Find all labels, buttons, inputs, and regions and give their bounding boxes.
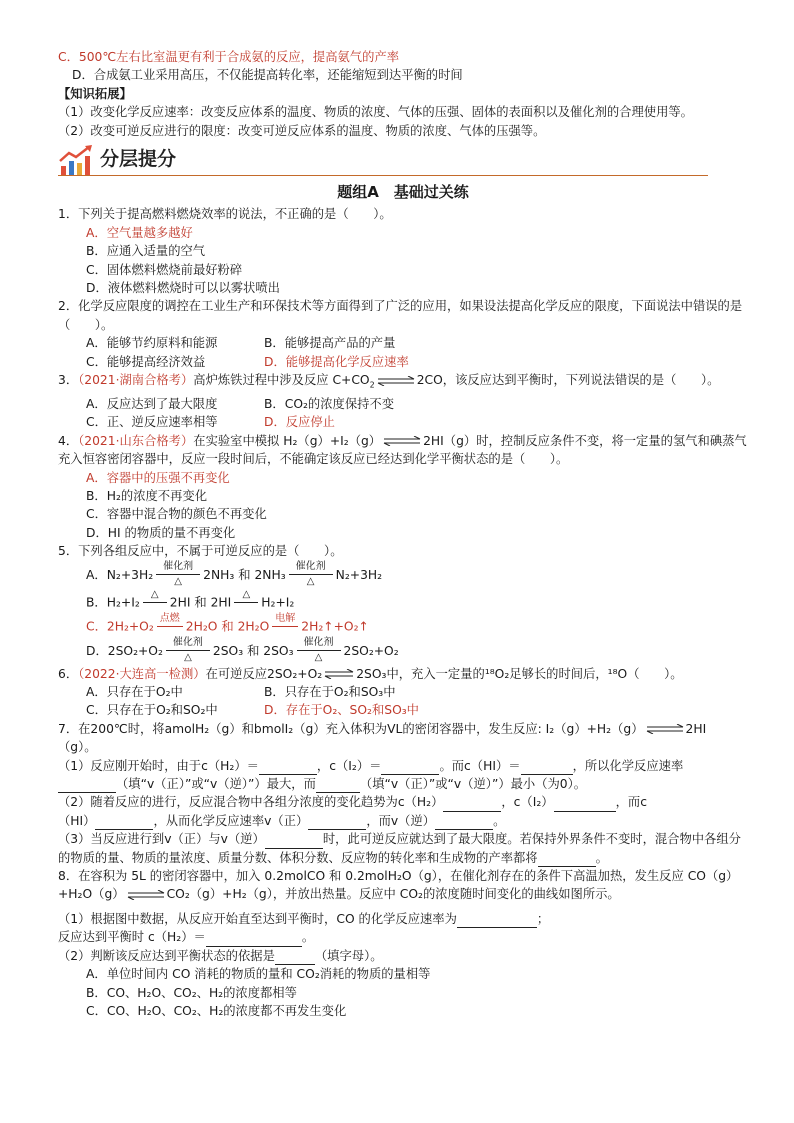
q7-stem-pre: 7．在200℃时，将amolH₂（g）和bmolI₂（g）充入体积为VL的密闭容器中，发生反应: I₂（g）+H₂（g） [58, 721, 644, 736]
answer-blank[interactable] [265, 834, 323, 849]
q5-a-part3: N₂+3H₂ [335, 567, 383, 582]
answer-blank[interactable] [316, 778, 360, 793]
section-rule [58, 175, 708, 176]
q8-stem: 8．在容积为 5L 的密闭容器中，加入 0.2molCO 和 0.2molH₂O（g），在催化剂存在的条件下高温加热，发生反应 CO（g）+H₂O（g） CO₂（g）+H₂（g），并放出热量。反应中 CO₂的浓度随时间变化的曲线如图所示。 [58, 869, 739, 902]
q6-option-a: A．只存在于O₂中 [86, 685, 183, 700]
answer-blank[interactable] [275, 950, 315, 965]
section-header [58, 144, 748, 180]
q3-number: 3． [58, 373, 79, 388]
q6-option-b: B．只存在于O₂和SO₃中 [264, 685, 396, 700]
q1-option-c: C．固体燃料燃烧前最好粉碎 [86, 262, 243, 277]
q3-option-a: A．反应达到了最大限度 [86, 396, 218, 411]
q5-d-part1: D．2SO₂+O₂ [86, 643, 163, 658]
q4-source: （2021·山东合格考） [78, 433, 194, 448]
q3-stem: 3．（2021·湖南合格考）高炉炼铁过程中涉及反应 $C+CO_2$ 2CO，该反应达到平衡时，下列说法错误的是（ ）。 [58, 373, 720, 390]
q5-option-d [58, 637, 748, 665]
q8-option-a: A．单位时间内 CO 消耗的物质的量和 CO₂消耗的物质的量相等 [86, 967, 431, 982]
q8-part2: （2）判断该反应达到平衡状态的依据是 （填字母）。 [58, 947, 748, 965]
q3-option-c: C．正、逆反应速率相等 [86, 415, 218, 430]
catalyst-condition: 催化剂 △ [295, 637, 343, 665]
q8-option-c: C．CO、H₂O、CO₂、H₂的浓度都不再发生变化 [86, 1003, 347, 1018]
q4-option-a: A．容器中的压强不再变化 [86, 470, 230, 485]
answer-blank[interactable] [457, 913, 537, 928]
intro-option-d: D．合成氨工业采用高压，不仅能提高转化率，还能缩短到达平衡的时间 [72, 68, 463, 83]
q5-d-part3: 2SO₂+O₂ [343, 643, 399, 658]
knowledge-p1: （1）改变化学反应速率：改变反应体系的温度、物质的浓度、气体的压强、固体的表面积以及催化剂的合理使用等。 [58, 105, 693, 120]
q7-part2-line1: （2）随着反应的进行，反应混合物中各组分浓度的变化趋势为c（H₂） ，c（I₂） ，而c [58, 793, 748, 811]
intro-option-c: C．500℃左右比室温更有利于合成氨的反应，提高氨气的产率 [58, 50, 399, 64]
q6-source: （2022·大连高一检测） [78, 666, 206, 681]
electrolysis-condition: 电解 [270, 613, 300, 641]
q4-option-b: B．H₂的浓度不再变化 [86, 488, 207, 503]
q6-number: 6． [58, 666, 79, 681]
bar-chart-arrow-icon [58, 144, 96, 178]
equilibrium-arrow-icon [127, 890, 165, 900]
q1-option-b: B．应通入适量的空气 [86, 244, 206, 259]
q6-stem-pre: 在可逆反应2SO₂+O₂ [205, 666, 323, 681]
q6-option-d: D．存在于O₂、SO₂和SO₃中 [264, 703, 419, 718]
q7-part3: （3）当反应进行到v（正）与v（逆） 时，此可逆反应就达到了最大限度。若保持外界条件不变时，混合物中各组分的物质的量、物质的量浓度、质量分数、体积分数、反应物的转化率和生成物的产率都将 。 [58, 830, 748, 867]
q5-b-part3: H₂+I₂ [261, 595, 295, 610]
q4-stem [58, 432, 748, 469]
q8-part1-line1: （1）根据图中数据，从反应开始直至达到平衡时，CO 的化学反应速率为 ； [58, 910, 748, 928]
q6-stem [58, 665, 748, 683]
answer-blank[interactable] [554, 797, 616, 812]
answer-blank[interactable] [435, 815, 493, 830]
q5-c-part2: 2H₂O 和 2H₂O [185, 619, 270, 634]
q4-option-d: D．HI 的物质的量不再变化 [86, 525, 236, 540]
q5-d-part2: 2SO₃ 和 2SO₃ [212, 643, 294, 658]
answer-blank[interactable] [521, 760, 573, 775]
q3-source: （2021·湖南合格考） [78, 373, 194, 388]
q4-number: 4． [58, 433, 79, 448]
q3-stem-post: 2CO，该反应达到平衡时，下列说法错误的是（ ）。 [416, 373, 720, 388]
q6-options-row2 [58, 701, 748, 719]
q1-stem: 1．下列关于提高燃料燃烧效率的说法，不正确的是（ ）。 [58, 207, 392, 222]
q5-c-part3: 2H₂↑+O₂↑ [301, 619, 369, 634]
q8-part1-line2: 反应达到平衡时 c（H₂）＝ 。 [58, 928, 748, 946]
q4-option-c: C．容器中混合物的颜色不再变化 [86, 507, 267, 522]
catalyst-condition: 催化剂 △ [164, 637, 212, 665]
q6-stem-post: 2SO₃中，充入一定量的¹⁸O₂足够长的时间后，¹⁸O（ ）。 [356, 666, 683, 681]
q7-part1-line1: （1）反应刚开始时，由于c（H₂）＝ ，c（I₂）＝ 。而c（HI）＝ ，所以化学反应速率 [58, 757, 748, 775]
answer-blank[interactable] [95, 815, 153, 830]
knowledge-heading: 【知识拓展】 [58, 86, 132, 101]
catalyst-condition: 催化剂 △ [154, 561, 202, 589]
q2-option-d: D．能够提高化学反应速率 [264, 354, 409, 369]
answer-blank[interactable] [381, 760, 439, 775]
q5-c-part1: C．2H₂+O₂ [86, 619, 154, 634]
q5-option-b [58, 589, 748, 613]
q7-part2-line2: （HI） ，从而化学反应速率v（正） ，而v（逆） 。 [58, 812, 748, 830]
q5-a-part2: 2NH₃ 和 2NH₃ [203, 567, 286, 582]
q7-stem [58, 720, 748, 738]
answer-blank[interactable] [443, 797, 501, 812]
equilibrium-arrow-icon [383, 436, 421, 446]
q3-option-d: D．反应停止 [264, 415, 335, 430]
q6-options-row1 [58, 683, 748, 701]
q6-option-c: C．只存在于O₂和SO₂中 [86, 703, 218, 718]
q3-options-row1 [58, 395, 748, 413]
document-page [58, 48, 748, 1020]
group-title: 题组A 基础过关练 [337, 183, 469, 202]
equilibrium-arrow-icon [377, 376, 415, 386]
q2-stem: 2．化学反应限度的调控在工业生产和环保技术等方面得到了广泛的应用，如果设法提高化学反应的限度，下面说法中错误的是（ ）。 [58, 299, 743, 332]
equilibrium-arrow-icon [324, 669, 354, 679]
q7-stem-cont: （g）。 [58, 740, 97, 755]
section-title: 分层提分 [100, 148, 177, 171]
heat-condition: △ [232, 589, 260, 617]
q2-option-a: A．能够节约原料和能源 [86, 336, 218, 351]
q3-option-b: B．CO₂的浓度保持不变 [264, 396, 395, 411]
q5-b-part1: B．H₂+I₂ [86, 595, 140, 610]
q1-option-a: A．空气量越多越好 [86, 225, 193, 240]
answer-blank[interactable] [308, 815, 366, 830]
answer-blank[interactable] [259, 760, 317, 775]
q5-b-part2: 2HI 和 2HI [169, 595, 232, 610]
q4-stem-pre: 在实验室中模拟 H₂（g）+I₂（g） [193, 433, 382, 448]
answer-blank[interactable] [206, 932, 302, 947]
knowledge-p2: （2）改变可逆反应进行的限度：改变可逆反应体系的温度、物质的浓度、气体的压强等。 [58, 123, 546, 138]
q2-options-row1 [58, 334, 748, 352]
q3-stem-pre: 高炉炼铁过程中涉及反应 C+CO [193, 373, 370, 388]
answer-blank[interactable] [58, 778, 116, 793]
catalyst-condition: 催化剂 △ [287, 561, 335, 589]
q8-option-b: B．CO、H₂O、CO₂、H₂的浓度都相等 [86, 985, 297, 1000]
q2-option-c: C．能够提高经济效益 [86, 354, 206, 369]
equilibrium-arrow-icon [646, 724, 684, 734]
q5-stem: 5．下列各组反应中，不属于可逆反应的是（ ）。 [58, 544, 343, 559]
q1-option-d: D．液体燃料燃烧时可以以雾状喷出 [86, 281, 280, 296]
heat-condition: △ [141, 589, 169, 617]
q7-stem-post: 2HI [685, 721, 707, 736]
q2-options-row2 [58, 353, 748, 371]
q2-option-b: B．能够提高产品的产量 [264, 336, 396, 351]
q4-stem-post: 2HI（g）时，控制反应条件不变，将一定量的氢气和碘蒸气充入恒容密闭容器中，反应一段时间后，不能确定该反应已经达到化学平衡状态的是（ ）。 [58, 433, 747, 467]
q5-a-part1: A．N₂+3H₂ [86, 567, 154, 582]
ignite-condition: 点燃 [155, 613, 185, 641]
q3-options-row2 [58, 413, 748, 431]
q5-option-c [58, 613, 748, 637]
q7-part1-line2: （填“v（正）”或“v（逆）”）最大，而 （填“v（正）”或“v（逆）”）最小（为0）。 [58, 775, 748, 793]
answer-blank[interactable] [538, 852, 596, 867]
q5-option-a [58, 561, 748, 589]
